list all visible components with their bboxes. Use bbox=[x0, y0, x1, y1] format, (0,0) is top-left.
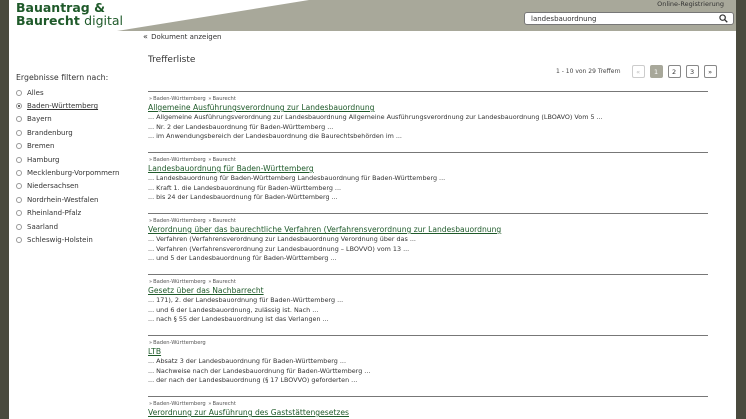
filter-option-label: Brandenburg bbox=[27, 128, 73, 137]
filter-option-label: Rheinland-Pfalz bbox=[27, 209, 82, 218]
result-snippet: ... Allgemeine Ausführungsverordnung zur Landesbauordnung Allgemeine Ausführungsverordnung zur Landesbauordnung (LBOAVO) Vom 5 ... bbox=[148, 113, 603, 121]
double-chevron-left-icon: « bbox=[143, 32, 148, 41]
result-snippet: ... Nachweise nach der Landesbauordnung für Baden-Württemberg ... bbox=[148, 366, 371, 375]
result-snippet: ... und 5 der Landesbauordnung für Baden-Württemberg ... bbox=[148, 254, 337, 262]
page-button[interactable]: 3 bbox=[686, 65, 699, 78]
filter-option[interactable] bbox=[16, 220, 136, 233]
filter-option[interactable] bbox=[16, 126, 136, 139]
filter-option[interactable] bbox=[16, 140, 136, 153]
breadcrumb-item[interactable]: Baden-Württemberg bbox=[153, 96, 206, 102]
logo-baurecht: Baurecht bbox=[16, 13, 80, 28]
results-list bbox=[148, 91, 708, 419]
result-snippet: ... Absatz 3 der Landesbauordnung für Baden-Württemberg ... bbox=[148, 357, 346, 365]
radio-button[interactable] bbox=[16, 143, 22, 149]
breadcrumb-item[interactable]: Baurecht bbox=[212, 96, 236, 102]
breadcrumb-separator-icon: » bbox=[149, 157, 153, 163]
radio-button[interactable] bbox=[16, 103, 22, 109]
breadcrumb-item[interactable]: Baden-Württemberg bbox=[153, 218, 206, 224]
result-breadcrumb bbox=[148, 96, 708, 103]
next-page-button[interactable]: » bbox=[704, 65, 717, 78]
result-title-link[interactable]: Landesbauordnung für Baden-Württemberg bbox=[148, 164, 314, 173]
radio-button[interactable] bbox=[16, 157, 22, 163]
search-icon[interactable] bbox=[719, 14, 728, 23]
filter-option-label: Niedersachsen bbox=[27, 182, 79, 191]
online-registration-link[interactable]: Online-Registrierung bbox=[657, 0, 724, 8]
result-snippet: ... Verfahren (Verfahrensverordnung zur Landesbauordnung – LBOVVO) vom 13 ... bbox=[148, 244, 410, 253]
result-item bbox=[148, 213, 708, 274]
result-title-link[interactable]: Gesetz über das Nachbarrecht bbox=[148, 286, 264, 295]
breadcrumb-separator-icon: » bbox=[149, 96, 153, 102]
previous-page-button[interactable]: « bbox=[632, 65, 645, 78]
filter-option[interactable] bbox=[16, 153, 136, 166]
result-snippet: ... im Anwendungsbereich der Landesbauordnung die Baurechtsbehörden im ... bbox=[148, 132, 402, 140]
pagination bbox=[556, 65, 717, 78]
result-breadcrumb bbox=[148, 401, 708, 408]
result-breadcrumb bbox=[148, 279, 708, 286]
breadcrumb-item[interactable]: Baden-Württemberg bbox=[153, 157, 206, 163]
result-item bbox=[148, 152, 708, 213]
filter-title: Ergebnisse filtern nach: bbox=[16, 73, 109, 82]
filter-option-label: Nordrhein-Westfalen bbox=[27, 195, 99, 204]
breadcrumb-separator-icon: » bbox=[149, 218, 153, 224]
filter-option-label: Schleswig-Holstein bbox=[27, 235, 93, 244]
breadcrumb-item[interactable]: Baurecht bbox=[212, 401, 236, 407]
breadcrumb-separator-icon: » bbox=[208, 96, 212, 102]
site-logo[interactable] bbox=[16, 1, 123, 27]
result-item bbox=[148, 396, 708, 419]
filter-option[interactable] bbox=[16, 86, 136, 99]
radio-button[interactable] bbox=[16, 197, 22, 203]
filter-option[interactable] bbox=[16, 99, 136, 112]
result-title-link[interactable]: Verordnung zur Ausführung des Gaststättengesetzes bbox=[148, 408, 350, 417]
window-frame-right bbox=[736, 0, 746, 419]
radio-button[interactable] bbox=[16, 224, 22, 230]
result-title-link[interactable]: LTB bbox=[148, 347, 162, 356]
results-count: 1 - 10 von 29 Treffern bbox=[556, 68, 621, 75]
result-breadcrumb bbox=[148, 340, 708, 347]
breadcrumb-item[interactable]: Baurecht bbox=[212, 157, 236, 163]
breadcrumb-separator-icon: » bbox=[208, 401, 212, 407]
breadcrumb-item[interactable]: Baden-Württemberg bbox=[153, 401, 206, 407]
show-document-link[interactable] bbox=[143, 32, 221, 41]
logo-digital: digital bbox=[84, 13, 124, 28]
result-item bbox=[148, 335, 708, 396]
breadcrumb-separator-icon: » bbox=[149, 279, 153, 285]
search-input[interactable] bbox=[531, 14, 711, 24]
logo-line-2 bbox=[16, 14, 123, 27]
logo-line-1: Bauantrag & bbox=[16, 0, 105, 15]
filter-option[interactable] bbox=[16, 207, 136, 220]
filter-list bbox=[16, 86, 136, 247]
filter-panel bbox=[16, 73, 136, 247]
page-buttons bbox=[645, 65, 699, 78]
result-snippet: ... Kraft 1. die Landesbauordnung für Baden-Württemberg ... bbox=[148, 183, 342, 192]
result-snippet: ... Verfahren (Verfahrensverordnung zur Landesbauordnung Verordnung über das ... bbox=[148, 235, 416, 243]
result-snippet: ... Nr. 2 der Landesbauordnung für Baden-Württemberg ... bbox=[148, 122, 334, 131]
result-snippet: ... und 6 der Landesbauordnung, zulässig ist. Nach ... bbox=[148, 305, 319, 314]
result-item bbox=[148, 274, 708, 335]
radio-button[interactable] bbox=[16, 210, 22, 216]
radio-button[interactable] bbox=[16, 183, 22, 189]
result-snippet: ... Landesbauordnung für Baden-Württemberg Landesbauordnung für Baden-Württemberg ... bbox=[148, 174, 446, 182]
breadcrumb-item[interactable]: Baurecht bbox=[212, 218, 236, 224]
window-frame-left bbox=[0, 0, 9, 419]
radio-button[interactable] bbox=[16, 237, 22, 243]
site-header bbox=[9, 0, 736, 31]
show-document-label: Dokument anzeigen bbox=[151, 33, 222, 41]
filter-option-label: Alles bbox=[27, 88, 44, 97]
filter-option[interactable] bbox=[16, 193, 136, 206]
filter-option[interactable] bbox=[16, 113, 136, 126]
result-snippet: ... bis 24 der Landesbauordnung für Baden-Württemberg ... bbox=[148, 193, 338, 201]
result-snippet: ... nach § 55 der Landesbauordnung ist das Verlangen ... bbox=[148, 315, 329, 323]
breadcrumb-item[interactable]: Baden-Württemberg bbox=[153, 279, 206, 285]
filter-option-label: Hamburg bbox=[27, 155, 60, 164]
filter-option[interactable] bbox=[16, 233, 136, 246]
filter-option-label: Saarland bbox=[27, 222, 59, 231]
breadcrumb-separator-icon: » bbox=[149, 340, 153, 346]
search-box bbox=[524, 12, 734, 25]
filter-option[interactable] bbox=[16, 166, 136, 179]
result-breadcrumb bbox=[148, 218, 708, 225]
results-title: Trefferliste bbox=[148, 55, 196, 65]
filter-option[interactable] bbox=[16, 180, 136, 193]
filter-option-label: Bremen bbox=[27, 142, 55, 151]
breadcrumb-item[interactable]: Baurecht bbox=[212, 279, 236, 285]
breadcrumb-item[interactable]: Baden-Württemberg bbox=[153, 340, 206, 346]
page-button[interactable]: 1 bbox=[650, 65, 663, 78]
filter-option-label: Baden-Württemberg bbox=[27, 102, 99, 111]
filter-option-label: Mecklenburg-Vorpommern bbox=[27, 169, 120, 178]
breadcrumb-separator-icon: » bbox=[149, 401, 153, 407]
filter-option-label: Bayern bbox=[27, 115, 52, 124]
breadcrumb-separator-icon: » bbox=[208, 279, 212, 285]
breadcrumb-separator-icon: » bbox=[208, 157, 212, 163]
radio-button[interactable] bbox=[16, 130, 22, 136]
result-item bbox=[148, 91, 708, 152]
breadcrumb-separator-icon: » bbox=[208, 218, 212, 224]
radio-button[interactable] bbox=[16, 170, 22, 176]
radio-button[interactable] bbox=[16, 116, 22, 122]
radio-button[interactable] bbox=[16, 90, 22, 96]
result-title-link[interactable]: Allgemeine Ausführungsverordnung zur Landesbauordnung bbox=[148, 103, 375, 112]
result-title-link[interactable]: Verordnung über das baurechtliche Verfahren (Verfahrensverordnung zur Landesbauordnung bbox=[148, 225, 502, 234]
result-breadcrumb bbox=[148, 157, 708, 164]
page-button[interactable]: 2 bbox=[668, 65, 681, 78]
result-snippet: ... 171), 2. der Landesbauordnung für Baden-Württemberg ... bbox=[148, 296, 344, 304]
result-snippet: ... der nach der Landesbauordnung (§ 17 LBOVVO) geforderten ... bbox=[148, 376, 358, 384]
